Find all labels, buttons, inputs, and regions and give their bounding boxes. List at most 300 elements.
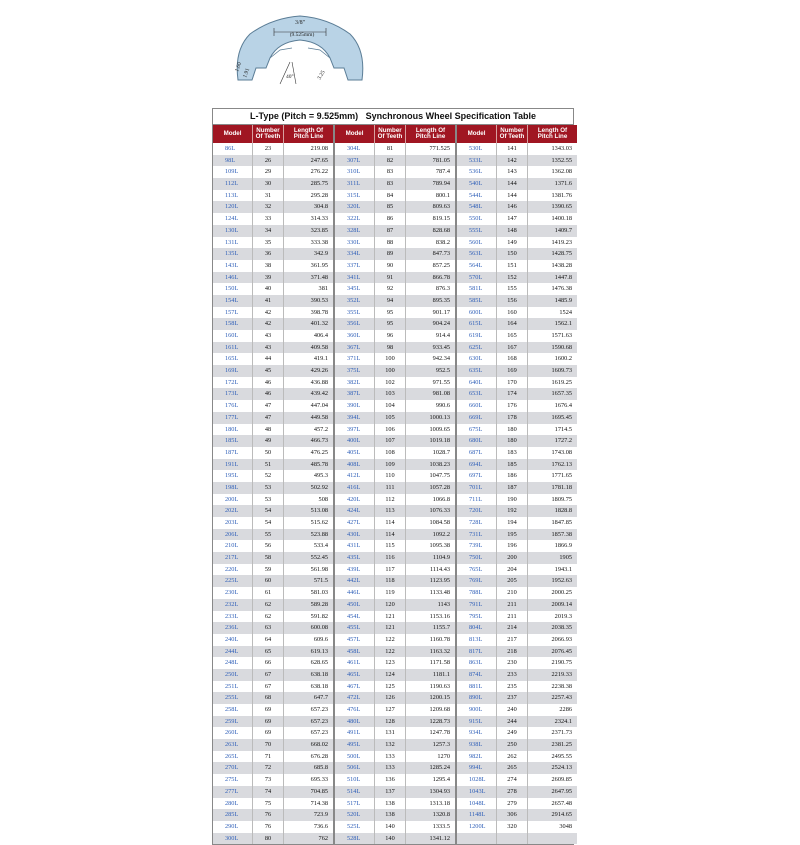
pitch-length-cell: 285.75 — [310, 180, 328, 188]
table-row — [213, 505, 333, 517]
table-row — [335, 564, 455, 576]
teeth-cell: 141 — [497, 143, 528, 155]
model-cell: 465L — [335, 669, 375, 681]
model-cell: 158L — [213, 318, 253, 330]
model-cell: 412L — [335, 470, 375, 482]
table-row — [335, 798, 455, 810]
pitch-length-cell: 589.28 — [310, 600, 328, 608]
teeth-cell: 49 — [253, 435, 284, 447]
teeth-cell: 143 — [497, 166, 528, 178]
teeth-cell: 142 — [497, 155, 528, 167]
teeth-cell: 94 — [375, 295, 406, 307]
teeth-cell: 136 — [375, 774, 406, 786]
teeth-cell: 180 — [497, 435, 528, 447]
table-row — [457, 377, 577, 389]
model-cell: 630L — [457, 353, 497, 365]
model-cell: 198L — [213, 482, 253, 494]
teeth-cell: 71 — [253, 751, 284, 763]
model-cell: 220L — [213, 564, 253, 576]
model-cell: 533L — [457, 155, 497, 167]
pitch-length-cell: 552.45 — [310, 554, 328, 562]
pitch-length-cell: 1485.9 — [554, 296, 572, 304]
pitch-length-cell: 314.33 — [310, 215, 328, 223]
pitch-length-cell: 668.02 — [310, 741, 328, 749]
model-cell: 1043L — [457, 786, 497, 798]
teeth-cell: 103 — [375, 388, 406, 400]
pitch-length-cell: 1847.85 — [551, 519, 572, 526]
teeth-cell: 54 — [253, 517, 284, 529]
teeth-cell: 75 — [253, 798, 284, 810]
pitch-length-cell: 276.22 — [310, 168, 328, 176]
teeth-cell: 249 — [497, 727, 528, 739]
teeth-cell: 67 — [253, 669, 284, 681]
teeth-cell: 66 — [253, 657, 284, 669]
model-cell: 160L — [213, 330, 253, 342]
table-row — [213, 318, 333, 330]
pitch-length-cell: 1341.12 — [429, 834, 450, 842]
table-row — [457, 505, 577, 517]
pitch-length-cell: 1809.75 — [551, 495, 572, 503]
teeth-cell: 178 — [497, 412, 528, 424]
table-row — [335, 412, 455, 424]
teeth-cell: 62 — [253, 611, 284, 623]
teeth-cell: 74 — [253, 786, 284, 798]
table-row — [457, 739, 577, 751]
header-pitch-length: Length Of Pitch Line — [537, 126, 568, 140]
table-row — [213, 155, 333, 167]
model-cell: 352L — [335, 295, 375, 307]
pitch-length-cell: 990.6 — [435, 402, 450, 410]
model-cell: 113L — [213, 190, 253, 202]
model-cell: 625L — [457, 342, 497, 354]
pitch-length-cell: 1160.78 — [429, 635, 450, 643]
teeth-cell: 119 — [375, 587, 406, 599]
angle-lines — [280, 62, 296, 84]
model-cell: 233L — [213, 611, 253, 623]
teeth-cell: 46 — [253, 388, 284, 400]
pitch-length-cell: 619.13 — [310, 647, 328, 655]
teeth-cell: 195 — [497, 529, 528, 541]
table-row — [335, 377, 455, 389]
pitch-length-cell: 1447.8 — [554, 273, 572, 281]
table-row — [213, 201, 333, 213]
table-row — [457, 318, 577, 330]
table-row — [457, 716, 577, 728]
table-row — [213, 412, 333, 424]
pitch-length-cell: 1676.4 — [554, 402, 572, 410]
table-row — [457, 248, 577, 260]
teeth-cell: 133 — [375, 751, 406, 763]
model-cell: 687L — [457, 447, 497, 459]
table-row — [457, 669, 577, 681]
model-cell: 514L — [335, 786, 375, 798]
model-cell: 337L — [335, 260, 375, 272]
pitch-length-cell: 1084.58 — [429, 519, 450, 526]
model-cell: 510L — [335, 774, 375, 786]
table-row — [335, 190, 455, 202]
model-cell: 701L — [457, 482, 497, 494]
teeth-cell: 279 — [497, 798, 528, 810]
pitch-length-cell: 838.2 — [435, 238, 450, 246]
model-cell: 240L — [213, 634, 253, 646]
model-cell: 600L — [457, 307, 497, 319]
pitch-length-cell: 819.15 — [432, 215, 450, 223]
teeth-cell: 123 — [375, 657, 406, 669]
teeth-cell: 95 — [375, 318, 406, 330]
teeth-cell: 155 — [497, 283, 528, 295]
teeth-cell: 81 — [375, 143, 406, 155]
teeth-cell: 114 — [375, 529, 406, 541]
table-row — [213, 552, 333, 564]
model-cell: 1200L — [457, 821, 497, 833]
table-row — [213, 283, 333, 295]
model-cell: 355L — [335, 307, 375, 319]
model-cell: 635L — [457, 365, 497, 377]
teeth-cell: 131 — [375, 727, 406, 739]
model-cell: 86L — [213, 143, 253, 155]
pitch-length-cell: 876.3 — [435, 285, 450, 293]
pitch-length-cell: 800.1 — [435, 191, 450, 199]
pitch-length-cell: 1562.1 — [554, 320, 572, 328]
pitch-length-cell: 436.88 — [310, 378, 328, 386]
table-row — [335, 435, 455, 447]
table-row — [335, 248, 455, 260]
table-row — [335, 470, 455, 482]
model-cell: 371L — [335, 353, 375, 365]
model-cell: 653L — [457, 388, 497, 400]
teeth-cell: 53 — [253, 482, 284, 494]
pitch-length-cell: 685.8 — [313, 764, 328, 772]
teeth-cell: 82 — [375, 155, 406, 167]
teeth-cell: 144 — [497, 190, 528, 202]
teeth-cell: 214 — [497, 622, 528, 634]
table-row — [213, 774, 333, 786]
teeth-cell: 164 — [497, 318, 528, 330]
model-cell: 431L — [335, 540, 375, 552]
model-cell: 387L — [335, 388, 375, 400]
table-row — [457, 424, 577, 436]
model-cell: 300L — [213, 833, 253, 845]
model-cell: 731L — [457, 529, 497, 541]
teeth-cell: 30 — [253, 178, 284, 190]
model-cell: 310L — [335, 166, 375, 178]
pitch-length-cell: 1371.6 — [554, 180, 572, 188]
pitch-length-cell: 1200.15 — [429, 694, 450, 702]
pitch-length-cell: 676.28 — [310, 752, 328, 760]
model-cell: 446L — [335, 587, 375, 599]
model-cell: 739L — [457, 540, 497, 552]
table-row — [213, 494, 333, 506]
table-row — [213, 295, 333, 307]
table-row — [335, 318, 455, 330]
model-cell: 791L — [457, 599, 497, 611]
model-cell: 900L — [457, 704, 497, 716]
pitch-length-cell: 1362.08 — [551, 168, 572, 176]
table-row — [457, 727, 577, 739]
teeth-cell: 68 — [253, 692, 284, 704]
model-cell: 180L — [213, 424, 253, 436]
table-row — [335, 505, 455, 517]
pitch-length-cell: 657.23 — [310, 729, 328, 737]
model-cell: 112L — [213, 178, 253, 190]
pitch-length-cell: 401.32 — [310, 320, 328, 328]
pitch-length-cell: 1409.7 — [554, 226, 572, 234]
model-cell: 206L — [213, 529, 253, 541]
model-cell: 915L — [457, 716, 497, 728]
pitch-length-cell: 2000.25 — [551, 589, 572, 597]
model-cell: 315L — [335, 190, 375, 202]
pitch-length-cell: 1381.76 — [551, 191, 572, 199]
teeth-cell: 70 — [253, 739, 284, 751]
table-row — [213, 365, 333, 377]
table-row — [213, 190, 333, 202]
pitch-length-cell: 981.08 — [432, 390, 450, 398]
pitch-length-cell: 219.08 — [310, 145, 328, 152]
model-cell: 248L — [213, 657, 253, 669]
model-cell: 728L — [457, 517, 497, 529]
teeth-cell: 53 — [253, 494, 284, 506]
teeth-cell: 147 — [497, 213, 528, 225]
header-pitch-length: Length Of Pitch Line — [293, 126, 324, 140]
teeth-cell: 116 — [375, 552, 406, 564]
table-row — [213, 353, 333, 365]
table-row — [335, 751, 455, 763]
model-cell: 788L — [457, 587, 497, 599]
teeth-cell: 230 — [497, 657, 528, 669]
model-cell: 570L — [457, 272, 497, 284]
teeth-cell: 84 — [375, 190, 406, 202]
table-row — [457, 575, 577, 587]
model-cell: 416L — [335, 482, 375, 494]
table-row — [457, 494, 577, 506]
model-cell: 491L — [335, 727, 375, 739]
pitch-label: 3/8" — [294, 20, 306, 26]
pitch-length-cell: 638.18 — [310, 670, 328, 678]
model-cell: 555L — [457, 225, 497, 237]
table-row — [335, 400, 455, 412]
pitch-length-cell: 1943.1 — [554, 565, 572, 573]
table-row — [335, 272, 455, 284]
pitch-length-cell: 1181.1 — [432, 670, 450, 678]
table-row — [457, 552, 577, 564]
pitch-length-cell: 1866.9 — [554, 542, 572, 550]
table-row — [213, 213, 333, 225]
table-title: L-Type (Pitch = 9.525mm) Synchronous Wheel Specification Table — [212, 108, 574, 124]
teeth-cell: 113 — [375, 505, 406, 517]
pitch-length-cell: 439.42 — [310, 390, 328, 398]
table-row — [335, 166, 455, 178]
pitch-length-cell: 247.65 — [310, 156, 328, 164]
model-cell: 454L — [335, 611, 375, 623]
teeth-cell: 76 — [253, 809, 284, 821]
teeth-cell: 168 — [497, 353, 528, 365]
teeth-cell: 185 — [497, 459, 528, 471]
table-row — [213, 529, 333, 541]
pitch-length-cell: 581.03 — [310, 589, 328, 597]
table-row — [457, 155, 577, 167]
table-row — [457, 365, 577, 377]
teeth-cell: 169 — [497, 365, 528, 377]
teeth-cell: 42 — [253, 318, 284, 330]
teeth-cell: 47 — [253, 412, 284, 424]
pitch-length-cell: 323.85 — [310, 226, 328, 234]
table-row — [335, 727, 455, 739]
model-cell: 765L — [457, 564, 497, 576]
teeth-cell: 204 — [497, 564, 528, 576]
table-row — [457, 657, 577, 669]
teeth-cell: 59 — [253, 564, 284, 576]
teeth-cell: 64 — [253, 634, 284, 646]
teeth-cell: 95 — [375, 307, 406, 319]
model-cell: 495L — [335, 739, 375, 751]
table-row — [213, 307, 333, 319]
model-cell: 408L — [335, 459, 375, 471]
teeth-cell: 40 — [253, 283, 284, 295]
teeth-cell: 109 — [375, 459, 406, 471]
pitch-length-cell: 515.62 — [310, 519, 328, 526]
teeth-cell: 240 — [497, 704, 528, 716]
pitch-length-cell: 2371.73 — [551, 729, 572, 737]
table-row — [213, 459, 333, 471]
pitch-length-cell: 857.25 — [432, 261, 450, 269]
model-cell: 328L — [335, 225, 375, 237]
model-cell: 203L — [213, 517, 253, 529]
pitch-length-cell: 466.73 — [310, 437, 328, 445]
pitch-length-cell: 508 — [318, 495, 328, 503]
pitch-length-cell: 1104.9 — [432, 554, 450, 562]
teeth-cell: 34 — [253, 225, 284, 237]
model-cell: 427L — [335, 517, 375, 529]
pitch-length-cell: 904.24 — [432, 320, 450, 328]
teeth-cell: 187 — [497, 482, 528, 494]
pitch-length-cell: 1163.32 — [429, 647, 450, 655]
pitch-length-cell: 342.9 — [313, 250, 328, 258]
pitch-length-cell: 2066.93 — [551, 635, 572, 643]
pitch-length-cell: 513.08 — [310, 507, 328, 515]
model-cell: 457L — [335, 634, 375, 646]
table-row — [213, 225, 333, 237]
belt-tooth-line — [270, 48, 330, 58]
model-cell: 430L — [335, 529, 375, 541]
pitch-length-cell: 1657.35 — [551, 390, 572, 398]
teeth-cell: 124 — [375, 669, 406, 681]
pitch-length-cell: 647.7 — [313, 694, 328, 702]
pitch-length-cell: 2495.55 — [551, 752, 572, 760]
teeth-cell: 150 — [497, 248, 528, 260]
table-row — [213, 599, 333, 611]
pitch-length-cell: 1313.18 — [429, 799, 450, 807]
pitch-length-cell: 609.6 — [313, 635, 328, 643]
teeth-cell: 152 — [497, 272, 528, 284]
table-row — [457, 178, 577, 190]
pitch-length-cell: 901.17 — [432, 308, 450, 316]
pitch-length-cell: 1905 — [559, 554, 572, 562]
pitch-length-cell: 361.95 — [310, 261, 328, 269]
teeth-cell: 111 — [375, 482, 406, 494]
model-cell: 280L — [213, 798, 253, 810]
table-row — [457, 237, 577, 249]
pitch-length-cell: 1209.68 — [429, 706, 450, 713]
teeth-cell: 192 — [497, 505, 528, 517]
column-header-row — [213, 125, 333, 143]
table-row — [457, 611, 577, 623]
table-row — [457, 190, 577, 202]
table-row — [213, 342, 333, 354]
model-cell: 424L — [335, 505, 375, 517]
teeth-cell — [497, 833, 528, 845]
pitch-length-cell: 1600.2 — [554, 355, 572, 363]
model-cell: 506L — [335, 762, 375, 774]
pitch-length-cell: 371.48 — [310, 273, 328, 281]
table-row — [213, 178, 333, 190]
pitch-length-cell: 1857.38 — [551, 530, 572, 538]
pitch-length-cell: 1695.45 — [551, 413, 572, 421]
teeth-cell: 180 — [497, 424, 528, 436]
teeth-cell: 100 — [375, 365, 406, 377]
pitch-length-cell: 1247.78 — [429, 729, 450, 737]
table-row — [335, 704, 455, 716]
table-row — [213, 727, 333, 739]
teeth-cell: 41 — [253, 295, 284, 307]
pitch-length-cell: 1228.73 — [429, 717, 450, 725]
model-cell: 202L — [213, 505, 253, 517]
table-row — [335, 307, 455, 319]
pitch-length-cell: 561.98 — [310, 565, 328, 573]
teeth-cell: 67 — [253, 681, 284, 693]
teeth-cell: 105 — [375, 412, 406, 424]
header-model: Model — [457, 125, 497, 143]
teeth-cell: 106 — [375, 424, 406, 436]
pitch-length-cell: 723.9 — [313, 811, 328, 819]
table-row — [335, 692, 455, 704]
angle-label: 40° — [286, 74, 294, 80]
teeth-cell: 118 — [375, 575, 406, 587]
pitch-length-cell: 1714.5 — [554, 425, 572, 433]
table-row — [335, 494, 455, 506]
pitch-length-cell: 1619.25 — [551, 378, 572, 386]
teeth-cell: 121 — [375, 622, 406, 634]
table-row — [213, 809, 333, 821]
pitch-length-cell: 628.65 — [310, 659, 328, 667]
table-row — [213, 587, 333, 599]
table-row — [213, 330, 333, 342]
teeth-cell: 89 — [375, 248, 406, 260]
model-cell: 640L — [457, 377, 497, 389]
teeth-cell: 87 — [375, 225, 406, 237]
teeth-cell: 54 — [253, 505, 284, 517]
pitch-length-cell: 1155.7 — [432, 624, 450, 632]
model-cell: 157L — [213, 307, 253, 319]
pitch-length-cell: 2524.13 — [551, 764, 572, 772]
model-cell: 769L — [457, 575, 497, 587]
model-cell: 135L — [213, 248, 253, 260]
teeth-cell: 102 — [375, 377, 406, 389]
pitch-length-cell: 1400.18 — [551, 215, 572, 223]
table-row — [457, 470, 577, 482]
model-cell: 173L — [213, 388, 253, 400]
table-row — [213, 611, 333, 623]
table-row — [213, 704, 333, 716]
pitch-length-cell: 2219.33 — [551, 670, 572, 678]
table-row — [335, 587, 455, 599]
model-cell: 334L — [335, 248, 375, 260]
pitch-length-cell: 809.63 — [432, 203, 450, 211]
model-cell: 345L — [335, 283, 375, 295]
teeth-cell: 126 — [375, 692, 406, 704]
pitch-length-cell: 2657.48 — [551, 799, 572, 807]
table-columns — [212, 124, 574, 845]
model-cell: 146L — [213, 272, 253, 284]
